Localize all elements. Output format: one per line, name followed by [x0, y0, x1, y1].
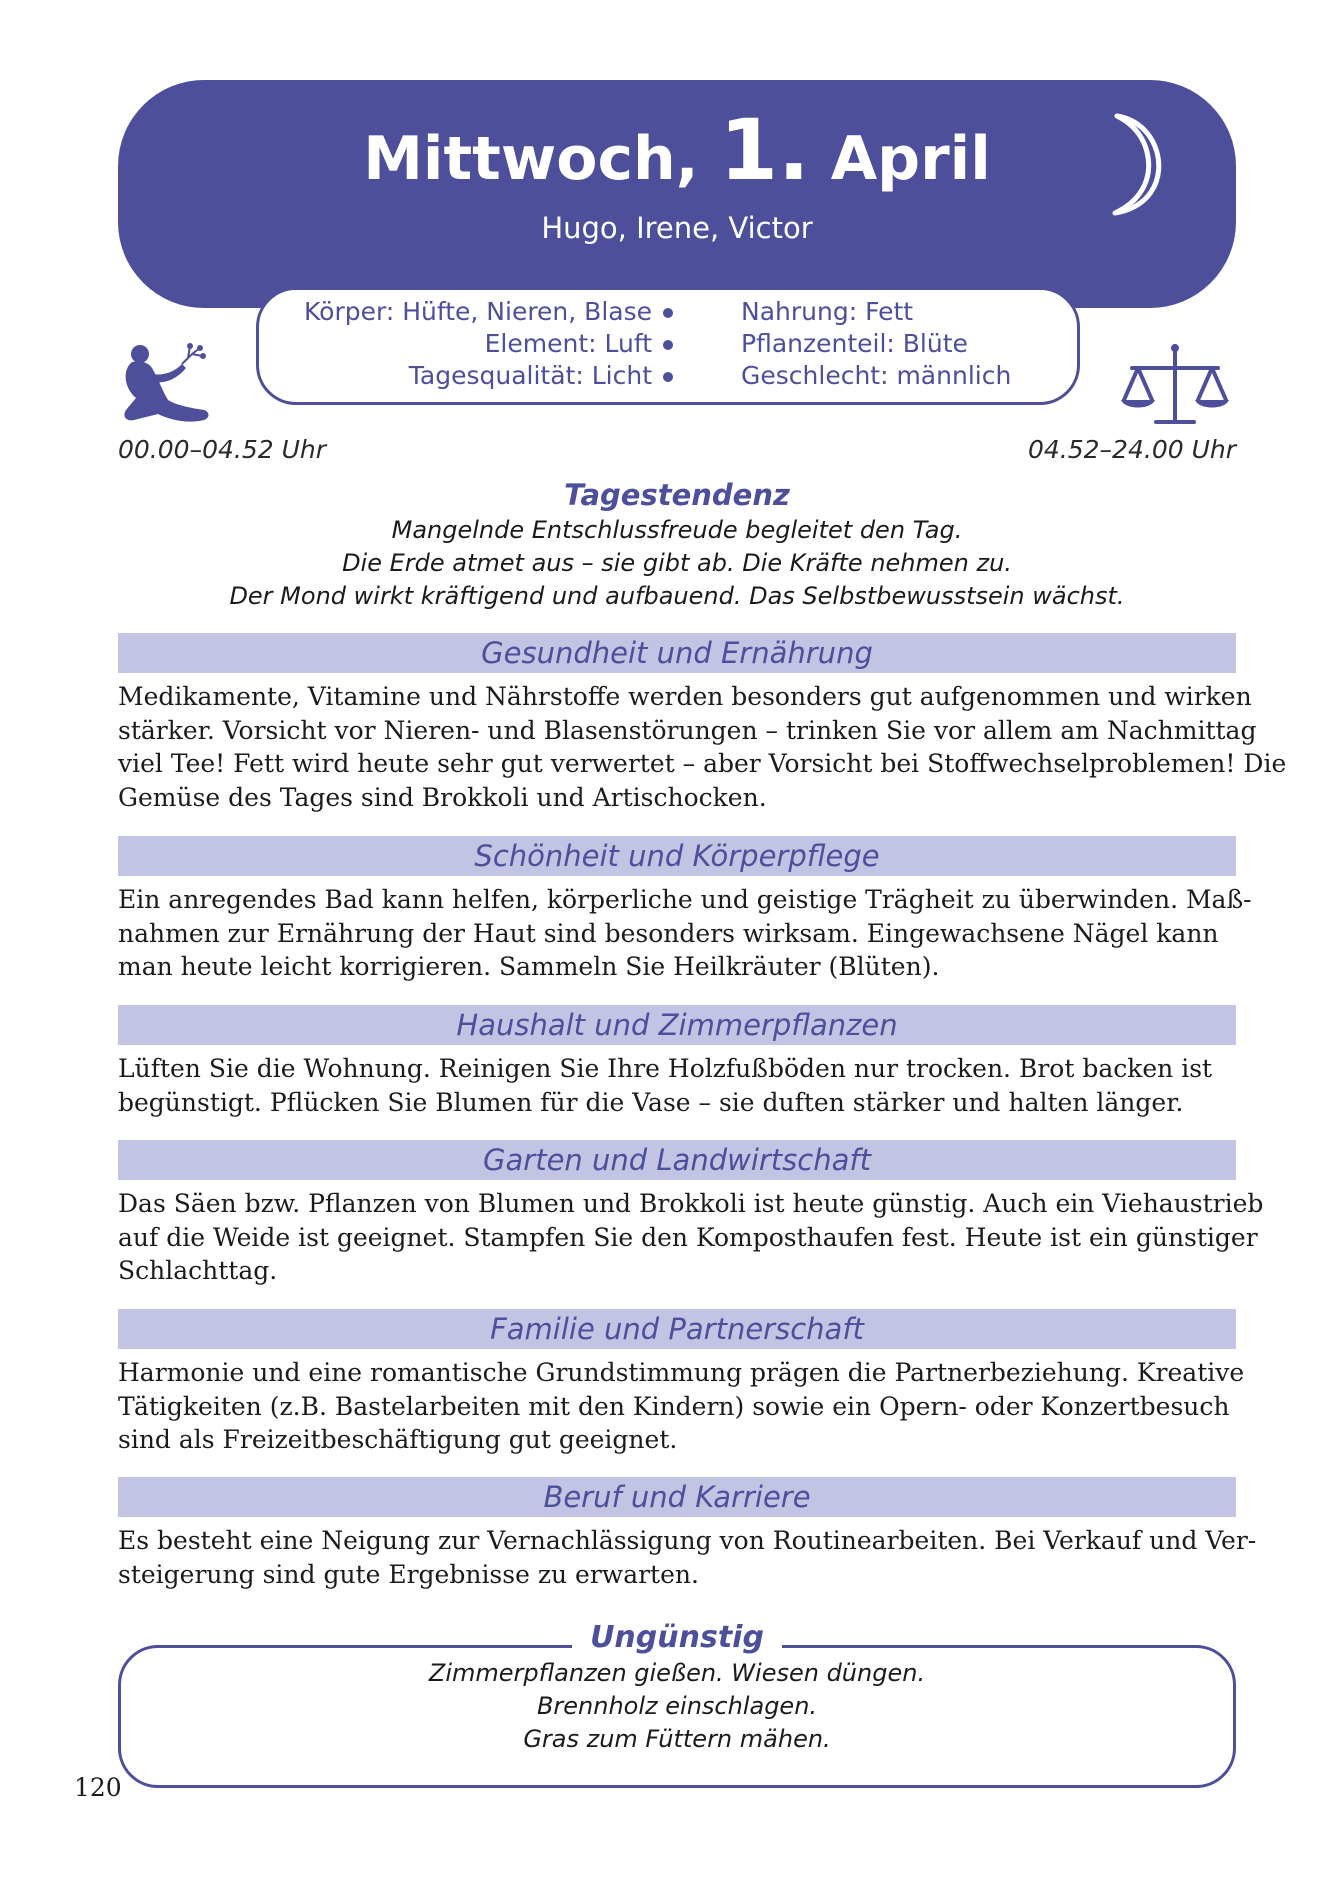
body-line: nahmen zur Ernährung der Haut sind besonders wirksam. Eingewachsene Nägel kann	[118, 918, 1219, 948]
section-heading-schoenheit: Schönheit und Körperpflege	[118, 836, 1236, 876]
section-heading-familie: Familie und Partnerschaft	[118, 1309, 1236, 1349]
body-line: Es besteht eine Neigung zur Vernachlässigung von Routinearbeiten. Bei Verkauf und Ver-	[118, 1526, 1257, 1555]
attributes-row	[256, 328, 1080, 360]
attributes-row	[256, 360, 1080, 392]
unfavorable-line: Zimmerpflanzen gießen. Wiesen düngen.	[428, 1659, 926, 1687]
attribute-left: Element: Luft	[484, 329, 652, 358]
time-range-left: 00.00–04.52 Uhr	[118, 435, 327, 464]
body-line: stärker. Vorsicht vor Nieren- und Blasenstörungen – trinken Sie vor allem am Nachmittag	[118, 715, 1257, 745]
body-line: auf die Weide ist geeignet. Stampfen Sie den Komposthaufen fest. Heute ist ein günstiger	[118, 1222, 1258, 1252]
section-body-familie	[118, 1356, 1245, 1457]
body-line: Harmonie und eine romantische Grundstimmung prägen die Partnerbeziehung. Kreative	[118, 1358, 1245, 1387]
page-number: 120	[74, 1773, 122, 1802]
time-range-right: 04.52–24.00 Uhr	[1027, 435, 1236, 464]
crescent-moon-icon	[1103, 112, 1183, 216]
body-line: steigerung sind gute Ergebnisse zu erwarten.	[118, 1559, 699, 1589]
unfavorable-line: Gras zum Füttern mähen.	[523, 1725, 831, 1753]
name-days: Hugo, Irene, Victor	[541, 211, 813, 245]
section-body-gesundheit	[118, 680, 1287, 814]
body-line: begünstigt. Pflücken Sie Blumen für die Vase – sie duften stärker und halten länger.	[118, 1087, 1184, 1117]
body-line: viel Tee! Fett wird heute sehr gut verwertet – aber Vorsicht bei Stoffwechselproblemen! Die	[118, 749, 1287, 778]
section-heading-gesundheit: Gesundheit und Ernährung	[118, 633, 1236, 673]
section-body-schoenheit	[118, 883, 1252, 984]
section-heading-beruf: Beruf und Karriere	[118, 1477, 1236, 1517]
tendency-line: Der Mond wirkt kräftigend und aufbauend. Das Selbstbewusstsein wächst.	[229, 582, 1125, 610]
tendency-line: Die Erde atmet aus – sie gibt ab. Die Kräfte nehmen zu.	[342, 549, 1012, 577]
attribute-right: Pflanzenteil: Blüte	[741, 329, 968, 358]
attribute-left: Tagesqualität: Licht	[408, 361, 652, 390]
body-line: Gemüse des Tages sind Brokkoli und Artischocken.	[118, 782, 767, 812]
body-line: man heute leicht korrigieren. Sammeln Sie Heilkräuter (Blüten).	[118, 952, 940, 981]
tendency-heading: Tagestendenz	[564, 478, 790, 512]
section-body-haushalt	[118, 1052, 1236, 1119]
title-month: April	[830, 124, 991, 194]
section-heading-garten: Garten und Landwirtschaft	[118, 1140, 1236, 1180]
unfavorable-heading: Ungünstig	[572, 1618, 782, 1658]
unfavorable-text	[118, 1657, 1236, 1756]
tendency-line: Mangelnde Entschlussfreude begleitet den Tag.	[391, 516, 963, 544]
page-title	[118, 100, 1236, 209]
attribute-left: Körper: Hüfte, Nieren, Blase	[304, 297, 652, 326]
attribute-right: Geschlecht: männlich	[741, 361, 1012, 390]
unfavorable-line: Brennholz einschlagen.	[536, 1692, 818, 1720]
body-line: Ein anregendes Bad kann helfen, körperliche und geistige Trägheit zu überwinden. Maß-	[118, 885, 1252, 914]
section-heading-haushalt: Haushalt und Zimmerpflanzen	[118, 1005, 1236, 1045]
attribute-right: Nahrung: Fett	[741, 297, 914, 326]
libra-icon	[1118, 342, 1233, 427]
attributes-row	[256, 296, 1080, 328]
section-body-garten	[118, 1187, 1264, 1288]
tendency-text	[118, 514, 1236, 613]
body-line: Tätigkeiten (z.B. Bastelarbeiten mit den Kindern) sowie ein Opern- oder Konzertbesuch	[118, 1391, 1230, 1421]
virgo-icon	[118, 340, 218, 430]
title-day-number: 1.	[719, 101, 810, 199]
body-line: Das Säen bzw. Pflanzen von Blumen und Brokkoli ist heute günstig. Auch ein Viehaustrieb	[118, 1189, 1264, 1218]
body-line: Lüften Sie die Wohnung. Reinigen Sie Ihre Holzfußböden nur trocken. Brot backen ist	[118, 1054, 1213, 1083]
body-line: sind als Freizeitbeschäftigung gut geeignet.	[118, 1425, 678, 1454]
title-weekday: Mittwoch,	[363, 124, 699, 194]
body-line: Schlachttag.	[118, 1256, 278, 1285]
body-line: Medikamente, Vitamine und Nährstoffe werden besonders gut aufgenommen und wirken	[118, 682, 1252, 711]
section-body-beruf	[118, 1524, 1257, 1591]
